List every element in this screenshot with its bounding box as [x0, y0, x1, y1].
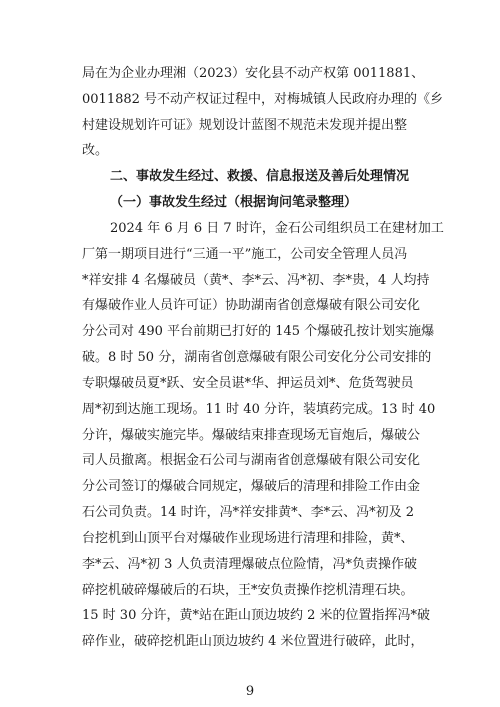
paragraph-line: 石公司负责。14 时许，冯*祥安排黄*、李*云、冯*初及 2: [82, 505, 415, 521]
paragraph-line: 碎作业，破碎挖机距山顶边坡约 4 米位置进行破碎，此时，: [82, 634, 424, 650]
paragraph-line: 李*云、冯*初 3 人负责清理爆破点位险情，冯*负责操作破: [82, 556, 418, 572]
paragraph-line: 0011882 号不动产权证过程中，对梅城镇人民政府办理的《乡: [82, 91, 444, 107]
paragraph-line: *祥安排 4 名爆破员（黄*、李*云、冯*初、李*贵，4 人均持: [82, 272, 430, 288]
paragraph-line: 厂第一期项目进行“三通一平”施工，公司安全管理人员冯: [82, 246, 408, 262]
paragraph-line: 司人员撤离。根据金石公司与湖南省创意爆破有限公司安化: [82, 453, 421, 469]
paragraph-line: 村建设规划许可证》规划设计蓝图不规范未发现并提出整: [82, 117, 408, 133]
paragraph-line: 2024 年 6 月 6 日 7 时许，金石公司组织员工在建材加工: [110, 220, 444, 236]
paragraph-line: 有爆破作业人员许可证）协助湖南省创意爆破有限公司安化: [82, 298, 421, 314]
paragraph-line: 周*初到达施工现场。11 时 40 分许，装填药完成。13 时 40: [82, 401, 436, 417]
paragraph-line: 专职爆破员夏*跃、安全员谌*华、押运员刘*、危货驾驶员: [82, 375, 414, 391]
paragraph-line: 15 时 30 分许，黄*站在距山顶边坡约 2 米的位置指挥冯*破: [82, 608, 431, 624]
paragraph-line: 碎挖机破碎爆破后的石块，王*安负责操作挖机清理石块。: [82, 582, 414, 598]
paragraph-line: 台挖机到山顶平台对爆破作业现场进行清理和排险，黄*、: [82, 530, 414, 546]
paragraph-line: 局在为企业办理湘（2023）安化县不动产权第 0011881、: [82, 66, 425, 81]
paragraph-line: 分许，爆破实施完毕。爆破结束排查现场无盲炮后，爆破公: [82, 427, 421, 443]
paragraph-line: 分公司签订的爆破合同规定，爆破后的清理和排险工作由金: [82, 479, 421, 495]
section-heading: 二、事故发生经过、救援、信息报送及善后处理情况: [110, 169, 410, 185]
subsection-heading: （一）事故发生经过（根据询问笔录整理）: [110, 195, 358, 211]
paragraph-line: 破。8 时 50 分，湖南省创意爆破有限公司安化分公司安排的: [82, 350, 432, 366]
paragraph-line: 改。: [82, 143, 109, 159]
paragraph-line: 分公司对 490 平台前期已打好的 145 个爆破孔按计划实施爆: [82, 324, 435, 340]
page-number: 9: [245, 684, 255, 699]
